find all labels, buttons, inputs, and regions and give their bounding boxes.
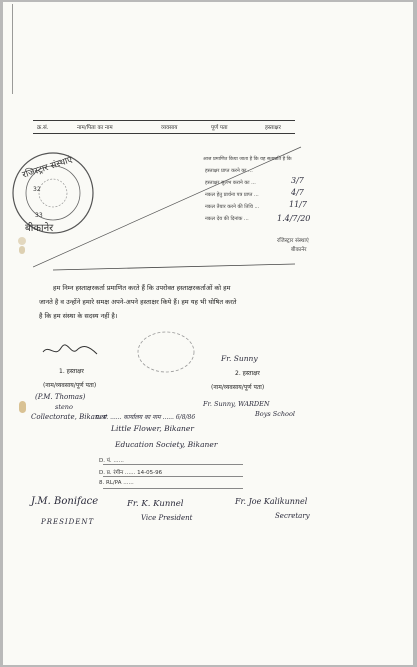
stamp-handwritten: 4/7	[291, 188, 304, 197]
stamp-handwritten: 1.4/7/20	[277, 214, 311, 223]
left-signer-name: (P.M. Thomas)	[35, 393, 86, 401]
left-signer-address: Collectorate, Bikaner	[31, 413, 107, 421]
stamp-line: आज प्रमाणित किया जाता है कि यह सत्यप्रति है कि	[203, 157, 292, 162]
right-signer-address: Boys School	[255, 410, 295, 418]
stamp-line: हस्ताक्षर प्राप्त करने का ...	[205, 168, 253, 174]
right-signer-label: 2. हस्ताक्षर	[235, 370, 260, 377]
header-top-rule	[33, 120, 295, 121]
left-margin-line	[12, 4, 13, 94]
stamp-line: नकल तैयार करने की तिथि ...	[205, 204, 260, 210]
col-sno: क्र.सं.	[37, 125, 49, 131]
stamp-line: नकल देय की दिनांक ...	[205, 216, 249, 222]
stamp-handwritten: 11/7	[289, 200, 307, 209]
vice-president-role: Vice President	[141, 514, 193, 522]
left-signer-sub: (नाम/व्यवसाय/पूर्ण पता)	[43, 382, 97, 389]
detail-underline	[103, 464, 243, 465]
certification-line: हम निम्न हस्ताक्षरकर्ता प्रमाणित करते हैं कि उपरोक्त हस्ताक्षरकर्ताओं को हम	[53, 284, 231, 292]
president-signature: J.M. Boniface	[31, 496, 99, 507]
detail-underline	[103, 488, 243, 489]
stamp-footer: बीकानेर	[291, 247, 307, 253]
right-signer-name: Fr. Sunny, WARDEN	[203, 400, 270, 408]
stamp-line: हस्ताक्षर सुलभ कराने का ...	[205, 180, 256, 186]
detail-line: D. पं. ......	[99, 458, 124, 464]
left-signer-label: 1. हस्ताक्षर	[59, 368, 84, 375]
president-role: PRESIDENT	[41, 518, 95, 526]
stamp-handwritten: 3/7	[291, 176, 304, 185]
punch-hole-mark	[19, 246, 25, 254]
detail-line: Education Society, Bikaner	[115, 440, 218, 449]
seal-bottom-text: बीकानेर	[25, 223, 54, 234]
col-name: नाम/पिता का नाम	[77, 125, 113, 131]
detail-line: 8. RL/PA ......	[99, 480, 134, 486]
left-signer-signature	[41, 340, 101, 362]
certification-line: है कि हम संस्था के सदस्य नहीं है।	[39, 312, 118, 320]
left-signer-role: steno	[55, 403, 73, 411]
certification-paragraph	[39, 281, 237, 323]
right-signer-signature: Fr. Sunny	[221, 354, 258, 363]
vice-president-signature: Fr. K. Kunnel	[127, 499, 184, 509]
detail-underline	[103, 476, 243, 477]
col-occupation: व्यवसाय	[161, 125, 178, 131]
detail-line: ग्र. सं. ...... कार्यालय का नाम ...... 6/8/86	[95, 414, 196, 421]
punch-hole-mark	[19, 401, 26, 413]
document-page	[3, 2, 413, 665]
stamp-line: नकल हेतु प्रार्थना पत्र प्राप्त ...	[205, 192, 259, 198]
detail-line: Little Flower, Bikaner	[111, 424, 194, 433]
col-signature: हस्ताक्षर	[265, 125, 281, 131]
col-address: पूर्ण पता	[211, 125, 228, 131]
faint-round-stamp	[135, 328, 197, 376]
certification-line: जानते है व उन्होंने हमारे समक्ष अपने-अपने हस्ताक्षर किये हैं। हम यह भी घोषित करते	[39, 298, 237, 306]
strike-lines	[33, 142, 303, 272]
detail-line: D. प्र. रंगीन ...... 14-05-96	[99, 470, 163, 476]
secretary-role: Secretary	[275, 512, 310, 520]
secretary-signature: Fr. Joe Kalikunnel	[235, 497, 308, 506]
seal-number-top: 32	[33, 186, 41, 193]
stamp-footer: रजिस्ट्रार संस्थाएं	[277, 238, 309, 244]
seal-top-text: रजिस्ट्रार संस्थाएं	[21, 155, 74, 181]
seal-number-bottom: 33	[35, 212, 43, 219]
right-signer-sub: (नाम/व्यवसाय/पूर्ण पता)	[211, 384, 265, 391]
header-bottom-rule	[33, 133, 295, 134]
